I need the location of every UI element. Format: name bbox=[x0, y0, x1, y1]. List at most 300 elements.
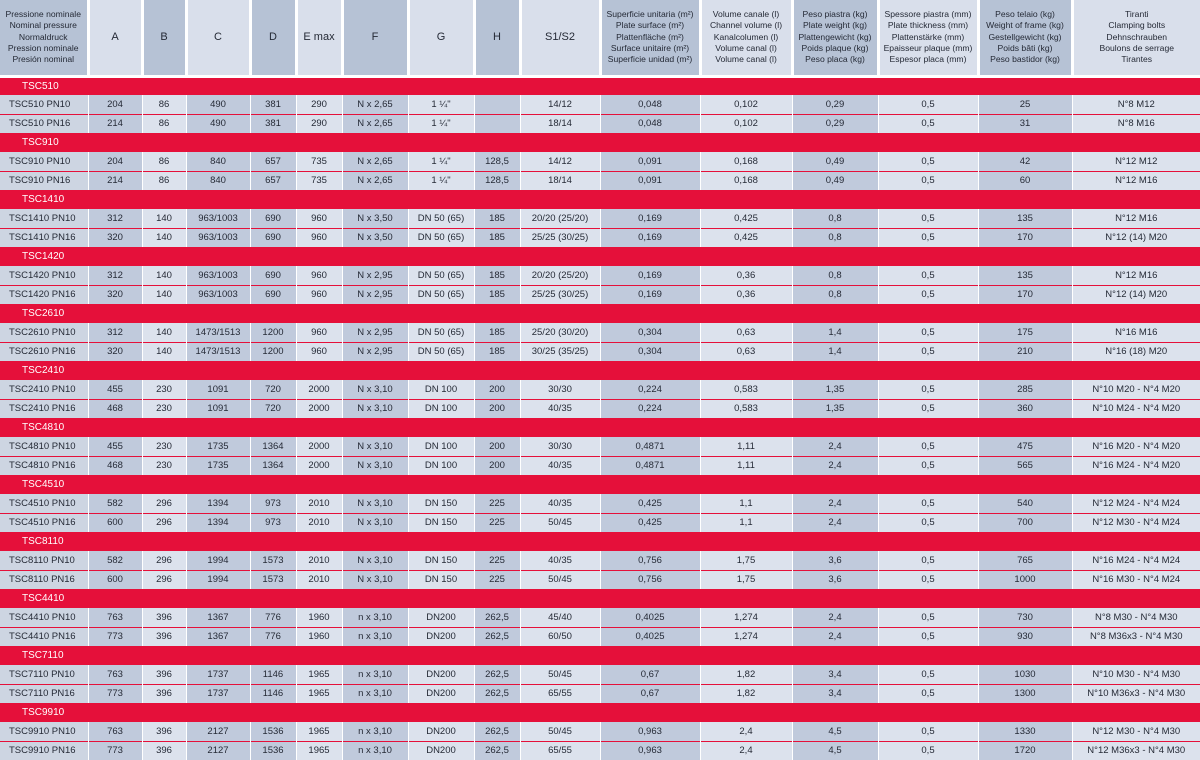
section-band-tsc1420 bbox=[0, 247, 1200, 266]
cell-model: TSC510 PN16 bbox=[0, 114, 88, 133]
cell-g: 1 ¼" bbox=[408, 114, 474, 133]
cell-frame-weight: 170 bbox=[978, 228, 1072, 247]
cell-a: 582 bbox=[88, 494, 142, 513]
spec-row-tsc4410-pn10 bbox=[0, 608, 1200, 627]
cell-plate-surface: 0,169 bbox=[600, 209, 700, 228]
cell-emax: 735 bbox=[296, 152, 342, 171]
cell-b: 230 bbox=[142, 456, 186, 475]
cell-h bbox=[474, 95, 520, 114]
cell-d: 381 bbox=[250, 95, 296, 114]
cell-f: N x 3,10 bbox=[342, 551, 408, 570]
cell-c: 2127 bbox=[186, 722, 250, 741]
cell-clamping-bolts: N°12 M16 bbox=[1072, 209, 1200, 228]
cell-model: TSC2610 PN16 bbox=[0, 342, 88, 361]
cell-plate-weight: 3,6 bbox=[792, 551, 878, 570]
cell-frame-weight: 170 bbox=[978, 285, 1072, 304]
spec-row-tsc4810-pn16 bbox=[0, 456, 1200, 475]
cell-model: TSC9910 PN10 bbox=[0, 722, 88, 741]
cell-f: N x 3,10 bbox=[342, 380, 408, 399]
cell-b: 396 bbox=[142, 684, 186, 703]
cell-channel-volume: 1,11 bbox=[700, 437, 792, 456]
header-frame-weight: Peso telaio (kg) Weight of frame (kg) Gestellgewicht (kg) Poids bâti (kg) Peso bastidor (kg) bbox=[978, 0, 1072, 76]
cell-h: 185 bbox=[474, 285, 520, 304]
cell-c: 1737 bbox=[186, 665, 250, 684]
cell-b: 140 bbox=[142, 323, 186, 342]
cell-f: n x 3,10 bbox=[342, 722, 408, 741]
cell-f: n x 3,10 bbox=[342, 608, 408, 627]
cell-clamping-bolts: N°16 M24 - N°4 M20 bbox=[1072, 456, 1200, 475]
cell-model: TSC2410 PN16 bbox=[0, 399, 88, 418]
cell-plate-surface: 0,425 bbox=[600, 494, 700, 513]
cell-c: 1473/1513 bbox=[186, 323, 250, 342]
cell-plate-weight: 0,8 bbox=[792, 266, 878, 285]
cell-b: 86 bbox=[142, 152, 186, 171]
cell-plate-surface: 0,67 bbox=[600, 665, 700, 684]
cell-b: 140 bbox=[142, 342, 186, 361]
section-band-tsc510 bbox=[0, 76, 1200, 95]
header-row bbox=[0, 0, 1200, 76]
cell-plate-weight: 0,8 bbox=[792, 285, 878, 304]
cell-g: DN 50 (65) bbox=[408, 285, 474, 304]
cell-s1s2: 45/40 bbox=[520, 608, 600, 627]
cell-f: N x 2,65 bbox=[342, 95, 408, 114]
cell-a: 312 bbox=[88, 323, 142, 342]
cell-f: N x 2,95 bbox=[342, 266, 408, 285]
cell-emax: 2010 bbox=[296, 570, 342, 589]
cell-plate-weight: 2,4 bbox=[792, 437, 878, 456]
cell-plate-thickness: 0,5 bbox=[878, 551, 978, 570]
cell-plate-surface: 0,4025 bbox=[600, 608, 700, 627]
cell-h: 262,5 bbox=[474, 684, 520, 703]
cell-plate-surface: 0,4871 bbox=[600, 456, 700, 475]
cell-s1s2: 50/45 bbox=[520, 722, 600, 741]
cell-a: 320 bbox=[88, 342, 142, 361]
cell-plate-weight: 0,29 bbox=[792, 114, 878, 133]
cell-emax: 290 bbox=[296, 95, 342, 114]
cell-emax: 960 bbox=[296, 342, 342, 361]
cell-d: 973 bbox=[250, 494, 296, 513]
cell-frame-weight: 1000 bbox=[978, 570, 1072, 589]
spec-row-tsc1410-pn16 bbox=[0, 228, 1200, 247]
section-band-tsc9910 bbox=[0, 703, 1200, 722]
cell-model: TSC7110 PN10 bbox=[0, 665, 88, 684]
cell-s1s2: 40/35 bbox=[520, 551, 600, 570]
cell-emax: 2000 bbox=[296, 437, 342, 456]
cell-g: DN 50 (65) bbox=[408, 209, 474, 228]
cell-plate-thickness: 0,5 bbox=[878, 722, 978, 741]
cell-g: DN200 bbox=[408, 741, 474, 760]
cell-emax: 1960 bbox=[296, 608, 342, 627]
cell-h: 225 bbox=[474, 570, 520, 589]
cell-g: DN 100 bbox=[408, 399, 474, 418]
cell-clamping-bolts: N°12 M36x3 - N°4 M30 bbox=[1072, 741, 1200, 760]
cell-clamping-bolts: N°10 M30 - N°4 M30 bbox=[1072, 665, 1200, 684]
cell-plate-surface: 0,756 bbox=[600, 570, 700, 589]
header-dim-g: G bbox=[408, 0, 474, 76]
cell-a: 455 bbox=[88, 380, 142, 399]
spec-row-tsc910-pn16 bbox=[0, 171, 1200, 190]
cell-plate-thickness: 0,5 bbox=[878, 627, 978, 646]
cell-c: 1994 bbox=[186, 551, 250, 570]
cell-clamping-bolts: N°16 (18) M20 bbox=[1072, 342, 1200, 361]
cell-s1s2: 40/35 bbox=[520, 399, 600, 418]
cell-d: 720 bbox=[250, 399, 296, 418]
cell-a: 214 bbox=[88, 171, 142, 190]
cell-channel-volume: 1,75 bbox=[700, 551, 792, 570]
cell-g: DN 150 bbox=[408, 494, 474, 513]
cell-plate-thickness: 0,5 bbox=[878, 209, 978, 228]
cell-model: TSC8110 PN16 bbox=[0, 570, 88, 589]
cell-channel-volume: 1,82 bbox=[700, 684, 792, 703]
header-dim-b: B bbox=[142, 0, 186, 76]
cell-emax: 960 bbox=[296, 266, 342, 285]
header-dim-emax: E max bbox=[296, 0, 342, 76]
cell-frame-weight: 565 bbox=[978, 456, 1072, 475]
cell-h: 262,5 bbox=[474, 741, 520, 760]
cell-emax: 960 bbox=[296, 228, 342, 247]
cell-h: 262,5 bbox=[474, 665, 520, 684]
cell-emax: 735 bbox=[296, 171, 342, 190]
cell-model: TSC2610 PN10 bbox=[0, 323, 88, 342]
cell-c: 1473/1513 bbox=[186, 342, 250, 361]
section-band-tsc7110 bbox=[0, 646, 1200, 665]
cell-emax: 1965 bbox=[296, 722, 342, 741]
cell-plate-thickness: 0,5 bbox=[878, 380, 978, 399]
cell-channel-volume: 0,102 bbox=[700, 95, 792, 114]
cell-b: 140 bbox=[142, 209, 186, 228]
cell-s1s2: 60/50 bbox=[520, 627, 600, 646]
cell-h: 262,5 bbox=[474, 608, 520, 627]
cell-f: N x 3,10 bbox=[342, 399, 408, 418]
cell-g: DN 150 bbox=[408, 570, 474, 589]
cell-channel-volume: 1,1 bbox=[700, 494, 792, 513]
cell-s1s2: 50/45 bbox=[520, 513, 600, 532]
cell-emax: 1965 bbox=[296, 665, 342, 684]
cell-clamping-bolts: N°12 (14) M20 bbox=[1072, 285, 1200, 304]
cell-model: TSC7110 PN16 bbox=[0, 684, 88, 703]
cell-h: 200 bbox=[474, 437, 520, 456]
cell-b: 396 bbox=[142, 722, 186, 741]
cell-plate-surface: 0,304 bbox=[600, 342, 700, 361]
cell-emax: 2000 bbox=[296, 380, 342, 399]
spec-row-tsc9910-pn10 bbox=[0, 722, 1200, 741]
cell-b: 396 bbox=[142, 608, 186, 627]
cell-s1s2: 20/20 (25/20) bbox=[520, 266, 600, 285]
section-band-tsc910 bbox=[0, 133, 1200, 152]
cell-d: 1146 bbox=[250, 665, 296, 684]
section-title: TSC1420 bbox=[0, 247, 1200, 266]
cell-d: 1364 bbox=[250, 456, 296, 475]
cell-g: DN200 bbox=[408, 684, 474, 703]
cell-h: 185 bbox=[474, 209, 520, 228]
cell-a: 468 bbox=[88, 456, 142, 475]
cell-f: N x 2,65 bbox=[342, 152, 408, 171]
cell-plate-surface: 0,425 bbox=[600, 513, 700, 532]
cell-channel-volume: 0,425 bbox=[700, 209, 792, 228]
cell-plate-weight: 4,5 bbox=[792, 741, 878, 760]
cell-c: 963/1003 bbox=[186, 266, 250, 285]
cell-c: 1091 bbox=[186, 399, 250, 418]
spec-row-tsc4510-pn16 bbox=[0, 513, 1200, 532]
cell-b: 86 bbox=[142, 114, 186, 133]
cell-f: N x 2,95 bbox=[342, 323, 408, 342]
cell-plate-weight: 2,4 bbox=[792, 627, 878, 646]
cell-f: N x 3,50 bbox=[342, 209, 408, 228]
cell-s1s2: 14/12 bbox=[520, 152, 600, 171]
header-dim-f: F bbox=[342, 0, 408, 76]
section-title: TSC510 bbox=[0, 76, 1200, 95]
cell-model: TSC1420 PN16 bbox=[0, 285, 88, 304]
cell-g: DN 100 bbox=[408, 380, 474, 399]
cell-plate-thickness: 0,5 bbox=[878, 342, 978, 361]
cell-emax: 960 bbox=[296, 285, 342, 304]
section-band-tsc8110 bbox=[0, 532, 1200, 551]
cell-c: 840 bbox=[186, 152, 250, 171]
cell-model: TSC8110 PN10 bbox=[0, 551, 88, 570]
cell-frame-weight: 42 bbox=[978, 152, 1072, 171]
cell-plate-thickness: 0,5 bbox=[878, 570, 978, 589]
spec-row-tsc510-pn16 bbox=[0, 114, 1200, 133]
cell-clamping-bolts: N°16 M24 - N°4 M24 bbox=[1072, 551, 1200, 570]
spec-row-tsc7110-pn16 bbox=[0, 684, 1200, 703]
cell-frame-weight: 60 bbox=[978, 171, 1072, 190]
cell-emax: 960 bbox=[296, 323, 342, 342]
cell-plate-weight: 1,35 bbox=[792, 399, 878, 418]
cell-d: 1573 bbox=[250, 551, 296, 570]
cell-model: TSC4410 PN10 bbox=[0, 608, 88, 627]
cell-emax: 2000 bbox=[296, 399, 342, 418]
cell-h: 262,5 bbox=[474, 627, 520, 646]
cell-a: 773 bbox=[88, 741, 142, 760]
cell-model: TSC1410 PN16 bbox=[0, 228, 88, 247]
cell-d: 690 bbox=[250, 285, 296, 304]
cell-h bbox=[474, 114, 520, 133]
cell-h: 185 bbox=[474, 266, 520, 285]
cell-g: 1 ¼" bbox=[408, 152, 474, 171]
cell-channel-volume: 0,168 bbox=[700, 171, 792, 190]
cell-s1s2: 50/45 bbox=[520, 570, 600, 589]
cell-channel-volume: 0,63 bbox=[700, 323, 792, 342]
cell-a: 773 bbox=[88, 684, 142, 703]
cell-c: 1091 bbox=[186, 380, 250, 399]
cell-plate-surface: 0,048 bbox=[600, 95, 700, 114]
cell-emax: 290 bbox=[296, 114, 342, 133]
cell-d: 1200 bbox=[250, 342, 296, 361]
cell-emax: 1960 bbox=[296, 627, 342, 646]
cell-a: 312 bbox=[88, 266, 142, 285]
cell-a: 204 bbox=[88, 152, 142, 171]
cell-a: 468 bbox=[88, 399, 142, 418]
cell-frame-weight: 1300 bbox=[978, 684, 1072, 703]
cell-h: 185 bbox=[474, 342, 520, 361]
header-plate-surface: Superficie unitaria (m²) Plate surface (m²) Plattenfläche (m²) Surface unitaire (m²) Superficie unidad (m²) bbox=[600, 0, 700, 76]
cell-plate-thickness: 0,5 bbox=[878, 95, 978, 114]
cell-channel-volume: 1,1 bbox=[700, 513, 792, 532]
cell-plate-thickness: 0,5 bbox=[878, 437, 978, 456]
cell-plate-surface: 0,224 bbox=[600, 380, 700, 399]
section-band-tsc2410 bbox=[0, 361, 1200, 380]
cell-g: DN200 bbox=[408, 627, 474, 646]
cell-b: 296 bbox=[142, 513, 186, 532]
section-title: TSC4810 bbox=[0, 418, 1200, 437]
cell-emax: 960 bbox=[296, 209, 342, 228]
header-s1s2: S1/S2 bbox=[520, 0, 600, 76]
header-plate-weight: Peso piastra (kg) Plate weight (kg) Plattengewicht (kg) Poids plaque (kg) Peso placa (kg) bbox=[792, 0, 878, 76]
cell-plate-weight: 0,29 bbox=[792, 95, 878, 114]
cell-b: 86 bbox=[142, 171, 186, 190]
cell-d: 1573 bbox=[250, 570, 296, 589]
section-title: TSC910 bbox=[0, 133, 1200, 152]
cell-h: 262,5 bbox=[474, 722, 520, 741]
cell-plate-surface: 0,304 bbox=[600, 323, 700, 342]
cell-s1s2: 25/25 (30/25) bbox=[520, 228, 600, 247]
section-title: TSC7110 bbox=[0, 646, 1200, 665]
cell-a: 600 bbox=[88, 570, 142, 589]
spec-row-tsc2610-pn10 bbox=[0, 323, 1200, 342]
cell-c: 1394 bbox=[186, 513, 250, 532]
spec-table-body bbox=[0, 76, 1200, 760]
cell-d: 776 bbox=[250, 608, 296, 627]
cell-g: DN200 bbox=[408, 665, 474, 684]
cell-plate-weight: 0,8 bbox=[792, 228, 878, 247]
cell-channel-volume: 1,82 bbox=[700, 665, 792, 684]
cell-h: 128,5 bbox=[474, 171, 520, 190]
cell-plate-weight: 3,4 bbox=[792, 665, 878, 684]
spec-row-tsc4810-pn10 bbox=[0, 437, 1200, 456]
cell-a: 214 bbox=[88, 114, 142, 133]
cell-frame-weight: 1330 bbox=[978, 722, 1072, 741]
cell-h: 128,5 bbox=[474, 152, 520, 171]
cell-s1s2: 20/20 (25/20) bbox=[520, 209, 600, 228]
cell-channel-volume: 0,102 bbox=[700, 114, 792, 133]
cell-plate-surface: 0,963 bbox=[600, 722, 700, 741]
cell-a: 582 bbox=[88, 551, 142, 570]
cell-f: N x 3,10 bbox=[342, 570, 408, 589]
cell-emax: 2010 bbox=[296, 494, 342, 513]
cell-s1s2: 65/55 bbox=[520, 684, 600, 703]
spec-row-tsc8110-pn16 bbox=[0, 570, 1200, 589]
cell-clamping-bolts: N°16 M16 bbox=[1072, 323, 1200, 342]
cell-model: TSC4510 PN16 bbox=[0, 513, 88, 532]
cell-clamping-bolts: N°16 M20 - N°4 M20 bbox=[1072, 437, 1200, 456]
cell-clamping-bolts: N°8 M30 - N°4 M30 bbox=[1072, 608, 1200, 627]
spec-row-tsc910-pn10 bbox=[0, 152, 1200, 171]
cell-clamping-bolts: N°12 (14) M20 bbox=[1072, 228, 1200, 247]
cell-h: 185 bbox=[474, 323, 520, 342]
cell-d: 690 bbox=[250, 209, 296, 228]
cell-b: 140 bbox=[142, 285, 186, 304]
spec-row-tsc7110-pn10 bbox=[0, 665, 1200, 684]
cell-f: N x 3,10 bbox=[342, 513, 408, 532]
cell-d: 1364 bbox=[250, 437, 296, 456]
section-title: TSC2410 bbox=[0, 361, 1200, 380]
cell-a: 773 bbox=[88, 627, 142, 646]
cell-channel-volume: 0,583 bbox=[700, 399, 792, 418]
cell-g: DN200 bbox=[408, 722, 474, 741]
cell-clamping-bolts: N°10 M20 - N°4 M20 bbox=[1072, 380, 1200, 399]
cell-a: 763 bbox=[88, 665, 142, 684]
cell-clamping-bolts: N°16 M30 - N°4 M24 bbox=[1072, 570, 1200, 589]
section-band-tsc4810 bbox=[0, 418, 1200, 437]
cell-channel-volume: 0,63 bbox=[700, 342, 792, 361]
spec-row-tsc1420-pn16 bbox=[0, 285, 1200, 304]
section-title: TSC8110 bbox=[0, 532, 1200, 551]
cell-s1s2: 40/35 bbox=[520, 456, 600, 475]
spec-row-tsc1410-pn10 bbox=[0, 209, 1200, 228]
cell-channel-volume: 1,274 bbox=[700, 627, 792, 646]
cell-d: 690 bbox=[250, 228, 296, 247]
cell-emax: 1965 bbox=[296, 741, 342, 760]
cell-emax: 2000 bbox=[296, 456, 342, 475]
cell-channel-volume: 1,75 bbox=[700, 570, 792, 589]
cell-channel-volume: 0,168 bbox=[700, 152, 792, 171]
cell-plate-weight: 3,4 bbox=[792, 684, 878, 703]
header-plate-thickness: Spessore piastra (mm) Plate thickness (mm) Plattenstärke (mm) Epaisseur plaque (mm) Espesor placa (mm) bbox=[878, 0, 978, 76]
cell-a: 320 bbox=[88, 285, 142, 304]
cell-plate-weight: 0,49 bbox=[792, 171, 878, 190]
cell-plate-surface: 0,169 bbox=[600, 228, 700, 247]
cell-f: n x 3,10 bbox=[342, 627, 408, 646]
cell-d: 657 bbox=[250, 171, 296, 190]
header-nominal-pressure: Pressione nominale Nominal pressure Normaldruck Pression nominale Presión nominal bbox=[0, 0, 88, 76]
cell-f: N x 3,10 bbox=[342, 437, 408, 456]
cell-plate-weight: 4,5 bbox=[792, 722, 878, 741]
cell-g: DN 50 (65) bbox=[408, 228, 474, 247]
section-band-tsc4510 bbox=[0, 475, 1200, 494]
cell-plate-thickness: 0,5 bbox=[878, 741, 978, 760]
cell-a: 455 bbox=[88, 437, 142, 456]
cell-c: 1394 bbox=[186, 494, 250, 513]
cell-d: 1536 bbox=[250, 722, 296, 741]
cell-frame-weight: 31 bbox=[978, 114, 1072, 133]
cell-f: n x 3,10 bbox=[342, 741, 408, 760]
cell-a: 204 bbox=[88, 95, 142, 114]
cell-b: 396 bbox=[142, 665, 186, 684]
cell-model: TSC4810 PN16 bbox=[0, 456, 88, 475]
cell-f: N x 2,65 bbox=[342, 114, 408, 133]
cell-plate-surface: 0,224 bbox=[600, 399, 700, 418]
cell-g: DN 50 (65) bbox=[408, 323, 474, 342]
cell-d: 690 bbox=[250, 266, 296, 285]
cell-clamping-bolts: N°12 M30 - N°4 M30 bbox=[1072, 722, 1200, 741]
cell-frame-weight: 700 bbox=[978, 513, 1072, 532]
cell-c: 1367 bbox=[186, 627, 250, 646]
cell-g: DN 100 bbox=[408, 456, 474, 475]
cell-f: N x 2,95 bbox=[342, 342, 408, 361]
header-dim-d: D bbox=[250, 0, 296, 76]
cell-model: TSC910 PN10 bbox=[0, 152, 88, 171]
cell-c: 1367 bbox=[186, 608, 250, 627]
section-band-tsc2610 bbox=[0, 304, 1200, 323]
spec-row-tsc9910-pn16 bbox=[0, 741, 1200, 760]
cell-b: 140 bbox=[142, 266, 186, 285]
cell-f: N x 3,10 bbox=[342, 494, 408, 513]
cell-plate-weight: 1,4 bbox=[792, 323, 878, 342]
section-title: TSC1410 bbox=[0, 190, 1200, 209]
cell-plate-weight: 2,4 bbox=[792, 494, 878, 513]
cell-g: 1 ¼" bbox=[408, 171, 474, 190]
cell-frame-weight: 210 bbox=[978, 342, 1072, 361]
cell-h: 225 bbox=[474, 494, 520, 513]
cell-f: N x 2,95 bbox=[342, 285, 408, 304]
section-band-tsc1410 bbox=[0, 190, 1200, 209]
cell-f: N x 2,65 bbox=[342, 171, 408, 190]
cell-plate-thickness: 0,5 bbox=[878, 323, 978, 342]
cell-h: 200 bbox=[474, 399, 520, 418]
cell-g: DN 150 bbox=[408, 551, 474, 570]
cell-emax: 2010 bbox=[296, 551, 342, 570]
cell-b: 296 bbox=[142, 570, 186, 589]
